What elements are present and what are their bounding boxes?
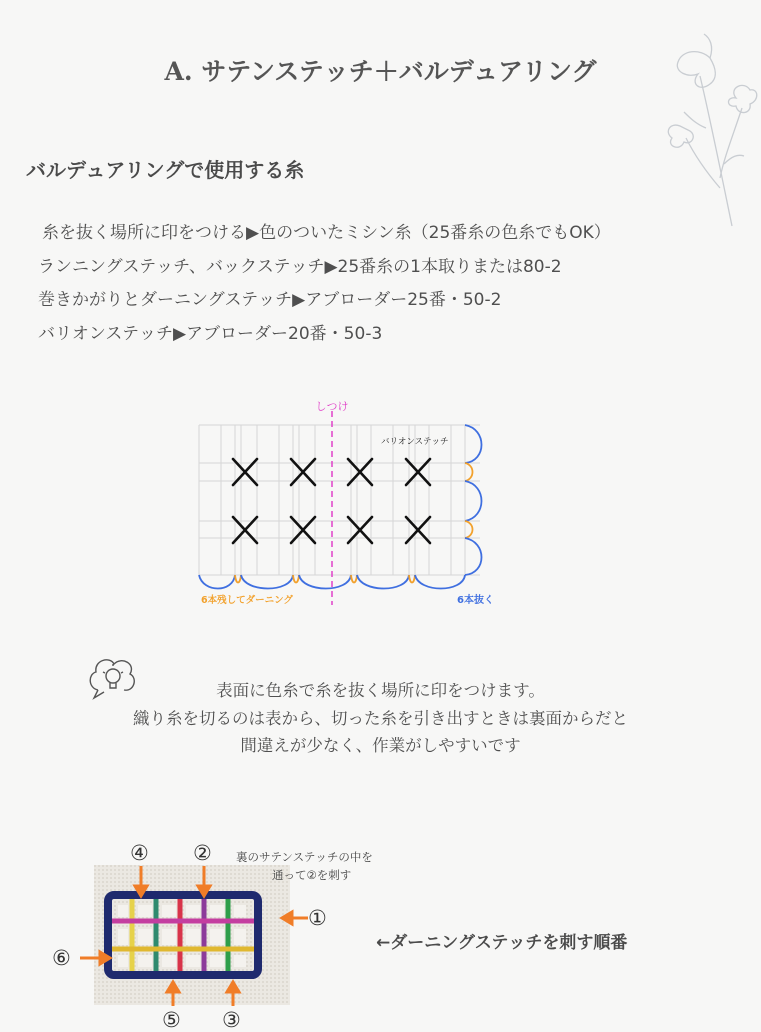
note-line: 裏のサテンステッチの中を [236, 850, 373, 864]
list-item: バリオンステッチ▶アブローダー20番・50-3 [38, 323, 383, 344]
list-item: ランニングステッチ、バックステッチ▶25番糸の1本取りまたは80-2 [38, 256, 562, 277]
tip-line: 織り糸を切るのは表から、切った糸を引き出すときは裏面からだと [133, 708, 628, 728]
darning-photo [40, 838, 380, 1032]
page-title: A. サテンステッチ＋バルデュアリング [164, 57, 597, 86]
tip-line: 表面に色糸で糸を抜く場所に印をつけます。 [216, 681, 545, 700]
step-number: ① [308, 906, 327, 930]
tip-text [0, 677, 761, 760]
stitch-diagram [195, 395, 500, 610]
step-number: ⑤ [162, 1008, 181, 1032]
step-number: ⑥ [52, 946, 71, 970]
darning-label: 6本残してダーニング [201, 595, 293, 606]
step-number: ③ [222, 1008, 241, 1032]
step-number: ② [193, 841, 212, 865]
bullion-label: バリオンステッチ [381, 437, 449, 447]
tip-line: 間違えが少なく、作業がしやすいです [240, 736, 521, 755]
note-line: 通って②を刺す [272, 868, 352, 882]
step-number: ④ [130, 841, 149, 865]
list-item: 糸を抜く場所に印をつける▶色のついたミシン糸（25番糸の色糸でもOK） [42, 223, 611, 243]
pull-threads-label: 6本抜く [457, 595, 494, 606]
list-item: 巻きかがりとダーニングステッチ▶アブローダー25番・50-2 [38, 290, 502, 310]
section-heading: バルデュアリングで使用する糸 [26, 158, 305, 182]
basting-label: しつけ [315, 400, 349, 413]
order-caption: ←ダーニングステッチを刺す順番 [376, 933, 628, 953]
fabric-grid [199, 425, 480, 575]
thread-list [38, 217, 611, 351]
photo-note [236, 848, 373, 884]
